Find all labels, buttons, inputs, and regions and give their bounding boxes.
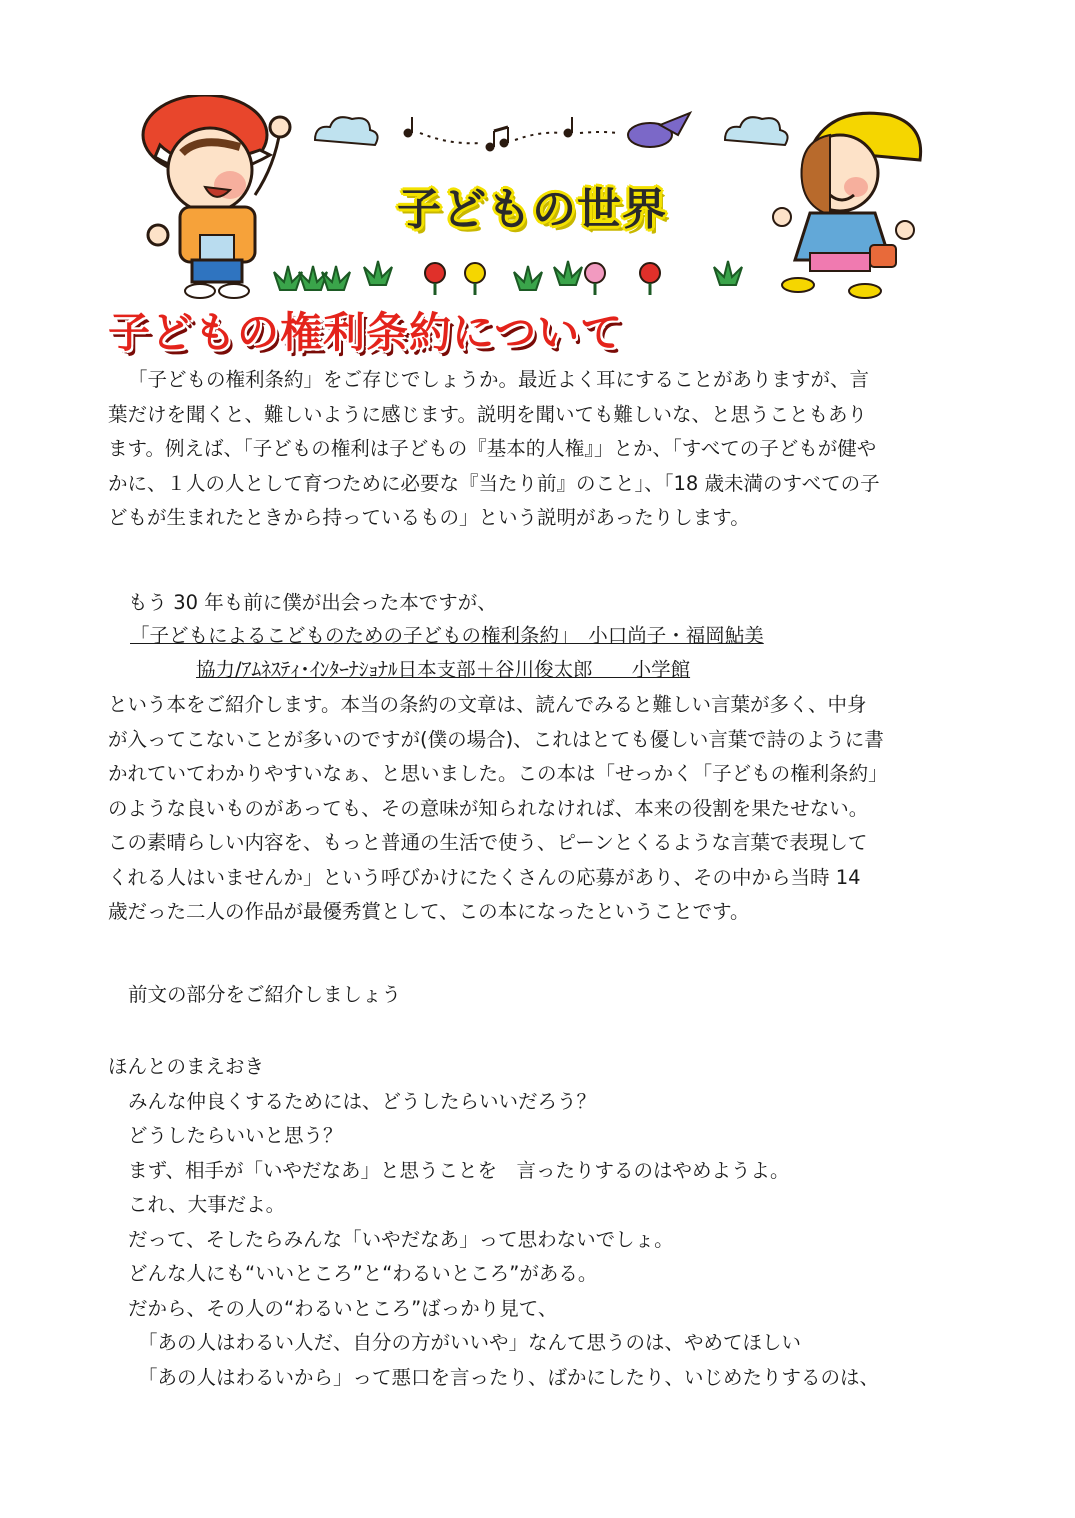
poem-line: これ、大事だよ。 (128, 1193, 286, 1216)
poem-title: ほんとのまえおき (108, 1055, 265, 1078)
desc-line: のような良いものがあっても、その意味が知られなければ、本来の役割を果たせない。 (108, 796, 869, 820)
intro-line: どもが生まれたときから持っているもの」という説明があったりします。 (108, 506, 750, 529)
desc-line: 歳だった二人の作品が最優秀賞として、この本になったということです。 (108, 900, 750, 923)
intro-line: 「子どもの権利条約」をご存じでしょうか。最近よく耳にすることがありますが、言 (128, 368, 870, 391)
header-banner (130, 95, 945, 300)
poem-line: 「あの人はわるい人だ、自分の方がいいや」なんて思うのは、やめてほしい (138, 1331, 802, 1354)
desc-line: この素晴らしい内容を、もっと普通の生活で使う、ピーンとくるような言葉で表現して (108, 831, 868, 854)
book-lead-block (108, 586, 978, 621)
poem-line: どんな人にも“いいところ”と“わるいところ”がある。 (128, 1262, 598, 1285)
article-heading: 子どもの権利条約について (108, 308, 624, 357)
intro-paragraph (108, 363, 978, 536)
intro-line: 葉だけを聞くと、難しいように感じます。説明を聞いても難しいな、と思うこともあり (108, 402, 867, 426)
grass-flowers-row (274, 261, 742, 295)
intro-line: ます。例えば、「子どもの権利は子どもの『基本的人権』」とか、「すべての子どもが健や (108, 437, 877, 460)
preamble-intro: 前文の部分をご紹介しましょう (128, 983, 402, 1006)
girl-illustration (773, 113, 921, 298)
banner-title: 子どもの世界 (397, 184, 667, 235)
book-title-line: 「子どもによるこどものための子どもの権利条約」 小口尚子・福岡鮎美 (130, 624, 764, 647)
poem-line: 「あの人はわるいから」って悪口を言ったり、ばかにしたり、いじめたりするのは、 (138, 1365, 880, 1389)
book-description (108, 688, 978, 930)
desc-line: という本をご紹介します。本当の条約の文章は、読んでみると難しい言葉が多く、中身 (108, 693, 867, 716)
cloud-icon (315, 117, 788, 145)
book-lead: もう 30 年も前に僕が出会った本ですが、 (128, 591, 497, 614)
desc-line: かれていてわかりやすいなぁ、と思いました。この本は「せっかく「子どもの権利条約」 (108, 762, 888, 785)
poem-line: どうしたらいいと思う？ (128, 1124, 343, 1147)
poem-line: だから、その人の“わるいところ”ばっかり見て、 (128, 1296, 558, 1320)
intro-line: かに、１人の人として育つために必要な『当たり前』のこと」、「18 歳未満のすべての子 (108, 471, 880, 495)
bird-icon (628, 113, 690, 147)
poem-line: まず、相手が「いやだなあ」と思うことを 言ったりするのはやめようよ。 (128, 1158, 790, 1182)
preamble-intro-block (108, 978, 978, 1013)
poem-line: だって、そしたらみんな「いやだなあ」って思わないでしょ。 (128, 1227, 674, 1251)
music-notes-icon (404, 117, 618, 151)
boy-illustration (143, 95, 290, 298)
poem-block (108, 1050, 978, 1395)
desc-line: が入ってこないことが多いのですが(僕の場合)、これはとても優しい言葉で詩のように書 (108, 727, 884, 751)
poem-line: みんな仲良くするためには、どうしたらいいだろう？ (128, 1089, 597, 1113)
book-credits-line: 協力/ｱﾑﾈｽﾃｨ･ｲﾝﾀｰﾅｼｮﾅﾙ日本支部＋谷川俊太郎 小学館 (196, 658, 691, 681)
desc-line: くれる人はいませんか」という呼びかけにたくさんの応募があり、その中から当時 14 (108, 865, 861, 889)
